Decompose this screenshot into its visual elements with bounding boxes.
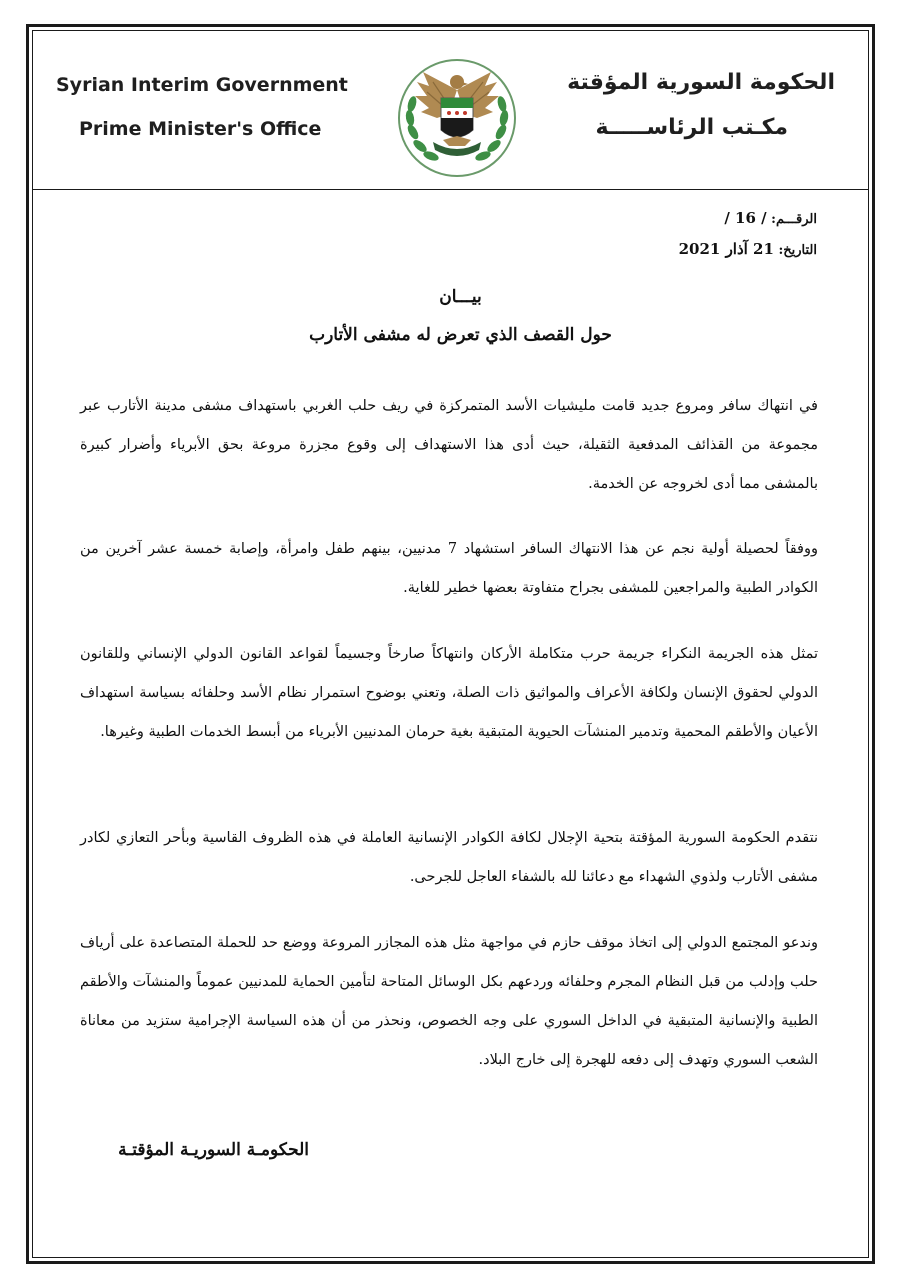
body-paragraph: وندعو المجتمع الدولي إلى اتخاذ موقف حازم في مواجهة مثل هذه المجازر المروعة ووضع حد للحملة المتصاعدة على أرياف حلب وإدلب من قبل النظام المجرم وحلفائه وردعهم بكل الوسائل المتاحة لتأمين الحماية للمدنيين عموماً والمنشآت والأطقم الطبية والإنسانية المتبقية في الداخل السوري على وجه الخصوص، ونحذر من أن هذه السياسة الإجرامية ستزيد من معاناة الشعب السوري وتهدف إلى دفعه للهجرة إلى خارج البلاد. [80, 935, 818, 1068]
body-paragraph: تمثل هذه الجريمة النكراء جريمة حرب متكاملة الأركان وانتهاكاً صارخاً وجسيماً لقواعد القانون الدولي الإنساني وللقانون الدولي لحقوق الإنسان ولكافة الأعراف والمواثيق ذات الصلة، وتعني بوضوح استمرار نظام الأسد وحلفائه بسياسة استهداف الأعيان والأطقم المحمية وتدمير المنشآت الحيوية المتبقية بغية حرمان المدنيين الأبرياء من أبسط الخدمات الطبية وغيرها. [80, 646, 818, 740]
body-paragraph: نتقدم الحكومة السورية المؤقتة بتحية الإجلال لكافة الكوادر الإنسانية العاملة في هذه الظروف القاسية وبأحر التعازي لكادر مشفى الأتارب ولذوي الشهداء مع دعائنا لله بالشفاء العاجل للجرحى. [80, 830, 818, 885]
reference-number [724, 209, 817, 227]
header-divider [32, 189, 869, 190]
document-date-label: التاريخ: [778, 243, 817, 258]
signature-block: الحكومـة السوريـة المؤقتـة [118, 1140, 309, 1160]
body-paragraph: في انتهاك سافر ومروع جديد قامت مليشيات الأسد المتمركزة في ريف حلب الغربي باستهداف مشفى مدينة الأتارب عبر مجموعة من القذائف المدفعية الثقيلة، حيث أدى هذا الاستهداف إلى وقوع مجزرة مروعة بحق الأبرياء وأضرار كبيرة بالمشفى مما أدى لخروجه عن الخدمة. [80, 398, 818, 492]
arabic-office-name: مكـتب الرئاســـــة [595, 115, 788, 140]
arabic-government-name: الحكومة السورية المؤقتة [567, 70, 835, 95]
reference-number-value: / 16 / [724, 209, 767, 227]
body-paragraph: ووفقاً لحصيلة أولية نجم عن هذا الانتهاك السافر استشهاد 7 مدنيين، بينهم طفل وامرأة، وإصابة خمسة عشر آخرين من الكوادر الطبية والمراجعين للمشفى بجراح متفاوتة بعضها خطير للغاية. [80, 541, 818, 596]
eagle-emblem-icon [393, 52, 521, 180]
english-office-name: Prime Minister's Office [79, 118, 322, 140]
reference-number-label: الرقـــم: [771, 212, 817, 227]
statement-subject: حول القصف الذي تعرض له مشفى الأتارب [309, 325, 612, 345]
statement-heading: بيـــان [439, 287, 482, 307]
document-date-value: 21 آذار 2021 [678, 240, 774, 258]
english-government-name: Syrian Interim Government [56, 74, 348, 96]
document-date [679, 240, 817, 258]
